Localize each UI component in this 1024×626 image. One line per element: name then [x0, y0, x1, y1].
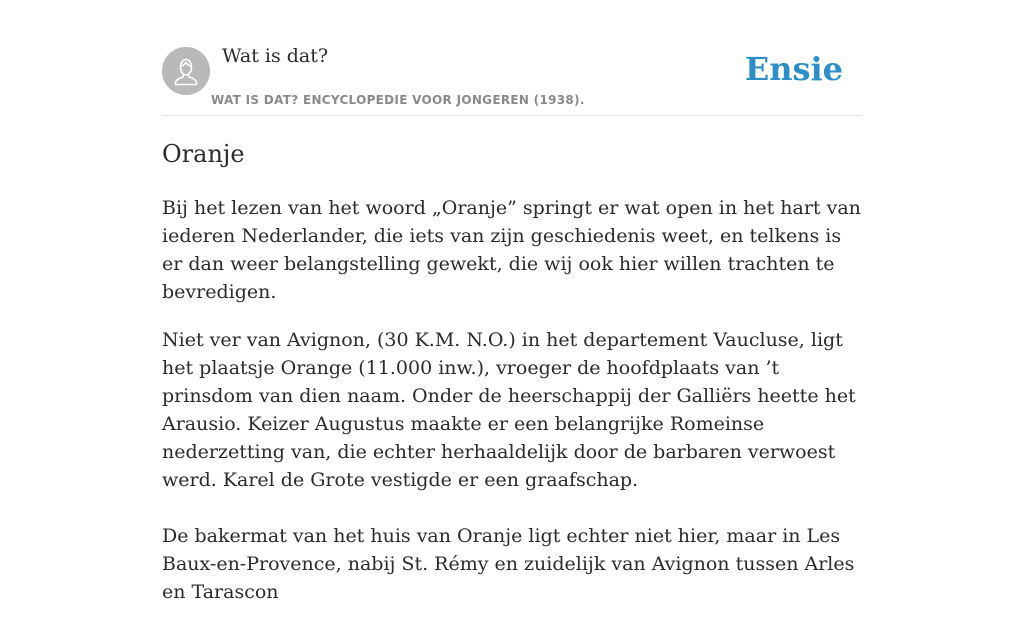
- ensie-logo[interactable]: Ensie: [744, 50, 843, 88]
- user-avatar-icon[interactable]: [162, 47, 210, 95]
- source-header: [162, 0, 862, 116]
- source-title[interactable]: Wat is dat?: [222, 45, 329, 67]
- article-title: Oranje: [162, 140, 245, 168]
- article-paragraph: Niet ver van Avignon, (30 K.M. N.O.) in het departement Vaucluse, ligt het plaatsje Orange (11.000 inw.), vroeger de hoofdplaats van ’t prinsdom van dien naam. Onder de heerschappij der Galliërs heette het Arausio. Keizer Augustus maakte er een belangrijke Romeinse nederzetting van, die echter herhaaldelijk door de barbaren verwoest werd. Karel de Grote vestigde er een graafschap.: [162, 329, 856, 491]
- source-subtitle: WAT IS DAT? ENCYCLOPEDIE VOOR JONGEREN (1938).: [211, 93, 585, 107]
- article-content: [162, 138, 862, 626]
- article-paragraph: Bij het lezen van het woord „Oranje” springt er wat open in het hart van iederen Nederlander, die iets van zijn geschiedenis weet, en telkens is er dan weer belangstelling gewekt, die wij ook hier willen trachten te bevredigen.: [162, 197, 861, 303]
- article-paragraph: De bakermat van het huis van Oranje ligt echter niet hier, maar in Les Baux-en-Provence, nabij St. Rémy en zuidelijk van Avignon tussen Arles en Tarascon: [162, 525, 855, 603]
